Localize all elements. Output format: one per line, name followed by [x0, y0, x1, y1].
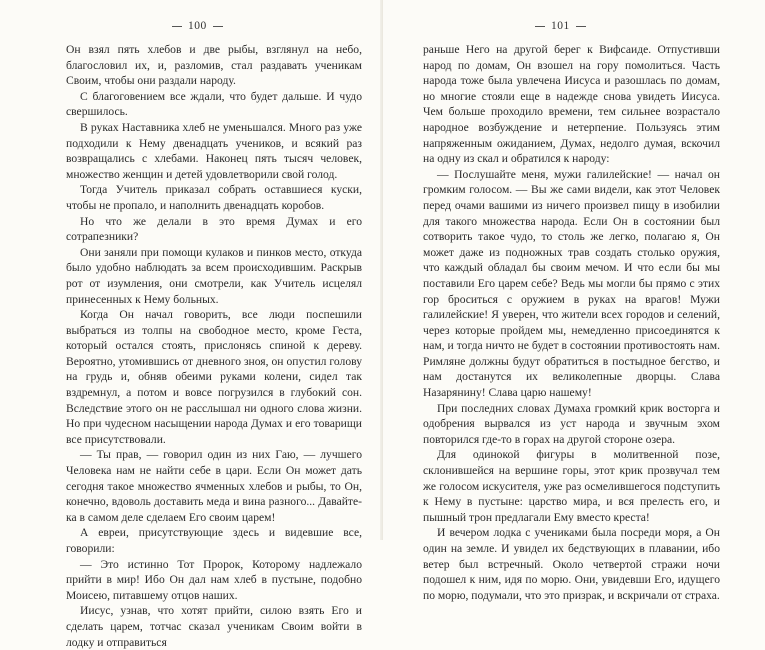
paragraph: А евреи, присутствующие здесь и видевшие все, говорили:	[66, 526, 362, 555]
right-page-number	[535, 20, 586, 32]
right-page-text	[423, 42, 720, 603]
paragraph: Они заняли при помощи кулаков и пинков место, откуда было удобно наблюдать за всем происходившим. Раскрыв рот от изумления, они смотрели, как Учитель исцелял принесенных к Нему больных.	[66, 245, 362, 306]
paragraph: Иисус, узнав, что хотят прийти, силою взять Его и сделать царем, тотчас сказал ученикам Своим войти в лодку и отправиться	[66, 604, 362, 649]
right-page-number-text: 101	[551, 20, 570, 32]
paragraph: Для одинокой фигуры в молитвенной позе, склонившейся на вершине горы, этот крик прозвучал тем же голосом искусителя, уже раз осмелившегося подступить к Нему в пустыне: царство мира, и вся прелесть его, и пышный трон предлагали Ему вместо креста!	[423, 448, 720, 524]
paragraph: С благоговением все ждали, что будет дальше. И чудо свершилось.	[66, 89, 362, 119]
folio-dash	[576, 26, 586, 27]
folio-dash	[535, 26, 545, 27]
folio-dash	[213, 26, 223, 27]
paragraph: При последних словах Думаха громкий крик восторга и одобрения вырвался из уст народа и звучным эхом повторился где-то в горах на другой стороне озера.	[423, 401, 720, 446]
right-page	[383, 0, 765, 602]
paragraph: — Ты прав, — говорил один из них Гаю, — лучшего Человека нам не найти себе в цари. Если Он может дать сегодня такое множество ячменных хлебов и рыбы, то Он, конечно, вдоволь доставить меда и вина разного... Давайте-ка в самом деле сделаем Его своим царем!	[66, 448, 362, 524]
paragraph: Он взял пять хлебов и две рыбы, взглянул на небо, благословил их, и, разломив, стал раздавать ученикам Своим, чтобы они раздали народу.	[66, 43, 362, 88]
paragraph: — Послушайте меня, мужи галилейские! — начал он громким голосом. — Вы же сами видели, как этот Человек перед очами вашими из ничего произвел пищу в изобилии для такого множества народа. Если Он в состоянии был сотворить такое чудо, то столь же легко, полагаю я, Он может даже из подножных трав создать столько оружия, что каждый обладал бы своим мечом. И что если бы мы поставили Его царем себе? Ведь мы могли бы прямо с этих гор броситься с оружием в руках на врагов! Мужи галилейские! Я уверен, что жители всех городов и селений, через которые пройдем мы, немедленно присоединятся к нам, и тогда ничто не будет в состоянии противостоять нам. Римляне должны будут обратиться в постыдное бегство, и нам достанутся их великолепные дворцы. Слава Назарянину! Слава царю нашему!	[423, 167, 720, 400]
paragraph: раньше Него на другой берег к Вифсаиде. Отпустивши народ по домам, Он взошел на гору помолиться. Часть народа тоже была увлечена Иисуса и разошлась по домам, но многие стояли еще в надежде снова увидеть Иисуса. Чем больше проходило времени, тем сильнее возрастало народное возбуждение и нетерпение. Пользуясь этим напряженным ожиданием, Думах, недолго думая, вскочил на одну из скал и обратился к народу:	[423, 43, 720, 166]
paragraph: — Это истинно Тот Пророк, Которому надлежало прийти в мир! Ибо Он дал нам хлеб в пустыне, подобно Моисею, питавшему отцов наших.	[66, 557, 362, 602]
paragraph: Тогда Учитель приказал собрать оставшиеся куски, чтобы не пропало, и наполнить двенадцать коробов.	[66, 183, 362, 212]
left-page-text	[66, 42, 362, 650]
left-page	[0, 0, 382, 649]
left-page-number-text: 100	[188, 20, 207, 32]
folio-dash	[172, 26, 182, 27]
paragraph: Когда Он начал говорить, все люди поспешили выбраться из толпы на свободное место, кроме Геста, который остался стоять, прислонясь спиной к дереву. Вероятно, утомившись от дневного зноя, он опустил голову на грудь и, обняв обеими руками колени, сидел так вздремнул, а потом и вовсе погрузился в глубокий сон. Вследствие этого он не расслышал ни одного слова жизни. Но при чудесном насыщении народа Думах и его товарищи все присутствовали.	[66, 308, 362, 446]
paragraph: И вечером лодка с учениками была посреди моря, а Он один на земле. И увидел их бедствующих в плавании, ибо ветер был встречный. Около четвертой стражи ночи подошел к ним, идя по морю. Они, увидевши Его, идущего по морю, подумали, что это призрак, и вскричали от страха.	[423, 526, 720, 602]
paragraph: В руках Наставника хлеб не уменьшался. Много раз уже подходили к Нему двенадцать учеников, и всякий раз возвращались с хлебами. Наконец пять тысяч человек, множество женщин и детей удовлетворили свой голод.	[66, 120, 362, 181]
paragraph: Но что же делали в это время Думах и его сотрапезники?	[66, 214, 362, 244]
left-page-number	[172, 20, 223, 32]
